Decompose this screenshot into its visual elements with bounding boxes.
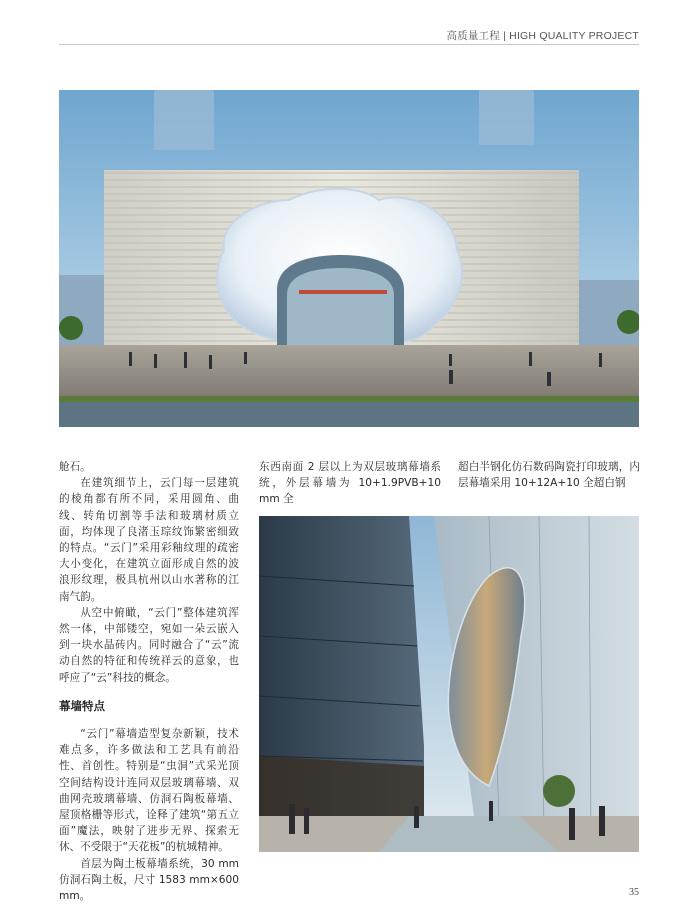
page-number: 35 [629, 887, 639, 898]
article-column-1 [59, 459, 239, 904]
paragraph: 首层为陶土板幕墙系统，30 mm 仿洞石陶土板，尺寸 1583 mm×600 mm。 [59, 857, 239, 903]
paragraph: 东西南面 2 层以上为双层玻璃幕墙系统，外层幕墙为 10+1.9PVB+10 mm 全 [259, 461, 441, 506]
header-rule [59, 44, 639, 45]
running-header: 高质量工程 | HIGH QUALITY PROJECT [446, 30, 639, 42]
building-render-photo [59, 90, 639, 427]
street-view-render-photo [259, 516, 639, 852]
article-column-2 [259, 459, 441, 508]
paragraph: “云门”幕墙造型复杂新颖，技术难点多，许多做法和工艺具有前沿性、首创性。特别是“虫洞”式采光顶空间结构设计连同双层玻璃幕墙、双曲网壳玻璃幕墙、仿洞石陶板幕墙、屋顶格栅等形式，诠释了建筑“第五立面”魔法，映射了进步无界、探索无休、不受限于“天花板”的杭城精神。 [59, 728, 239, 854]
section-heading: 幕墙特点 [59, 698, 105, 713]
paragraph: 超白半钢化仿石数码陶瓷打印玻璃，内层幕墙采用 10+12A+10 全超白钢 [458, 461, 640, 490]
paragraph: 在建筑细节上，云门每一层建筑的棱角都有所不同，采用圆角、曲线、转角切割等手法和玻璃材质立面，均体现了良渚玉琮纹饰繁密细致的特点。“云门”采用彩釉纹理的疏密大小变化，在建筑立面形成自然的波浪形纹理，极具杭州以山水著称的江南气韵。 [59, 477, 239, 603]
article-column-3 [458, 459, 640, 491]
paragraph: 舱石。 [59, 461, 91, 473]
paragraph: 从空中俯瞰，“云门”整体建筑浑然一体，中部镂空，宛如一朵云嵌入到一块水晶砖内。同时融合了“云”流动自然的特征和传统祥云的意象，也呼应了“云”科技的概念。 [59, 606, 239, 684]
